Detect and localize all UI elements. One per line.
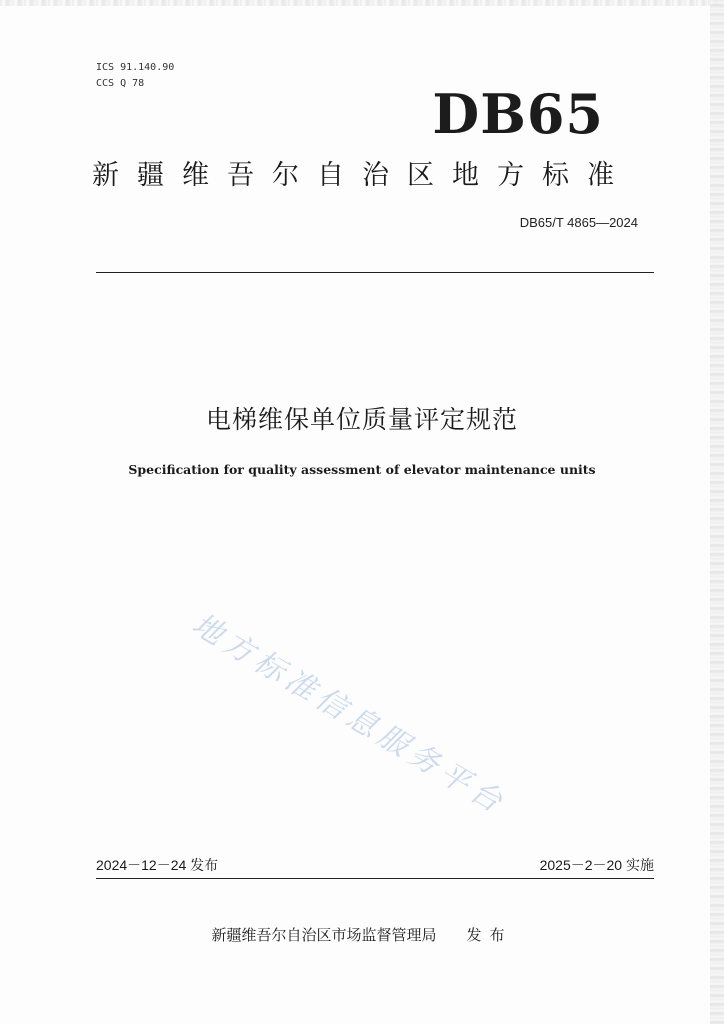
header-divider xyxy=(96,272,654,273)
title-english: Specification for quality assessment of elevator maintenance units xyxy=(128,462,596,477)
title-chinese: 电梯维保单位质量评定规范 xyxy=(205,405,518,434)
scan-edge-top xyxy=(0,0,724,6)
footer-divider xyxy=(96,878,654,879)
issuer-line xyxy=(0,924,724,945)
standard-number: DB65/T 4865—2024 xyxy=(519,215,638,230)
issuer-name: 新疆维吾尔自治区市场监督管理局 xyxy=(211,926,437,944)
issuer-release: 发布 xyxy=(466,926,513,944)
standard-class-heading: 新疆维吾尔自治区地方标准 xyxy=(92,160,632,191)
classification-codes xyxy=(96,60,174,92)
standard-logo: DB65 xyxy=(432,82,604,146)
ccs-code: CCS Q 78 xyxy=(96,78,145,89)
ics-code: ICS 91.140.90 xyxy=(96,62,175,73)
watermark-text: 地方标准信息服务平台 xyxy=(185,606,513,823)
scan-edge-right xyxy=(710,0,724,1024)
issue-date: 2024－12－24 发布 xyxy=(96,857,219,873)
implementation-date: 2025－2－20 实施 xyxy=(539,857,654,873)
